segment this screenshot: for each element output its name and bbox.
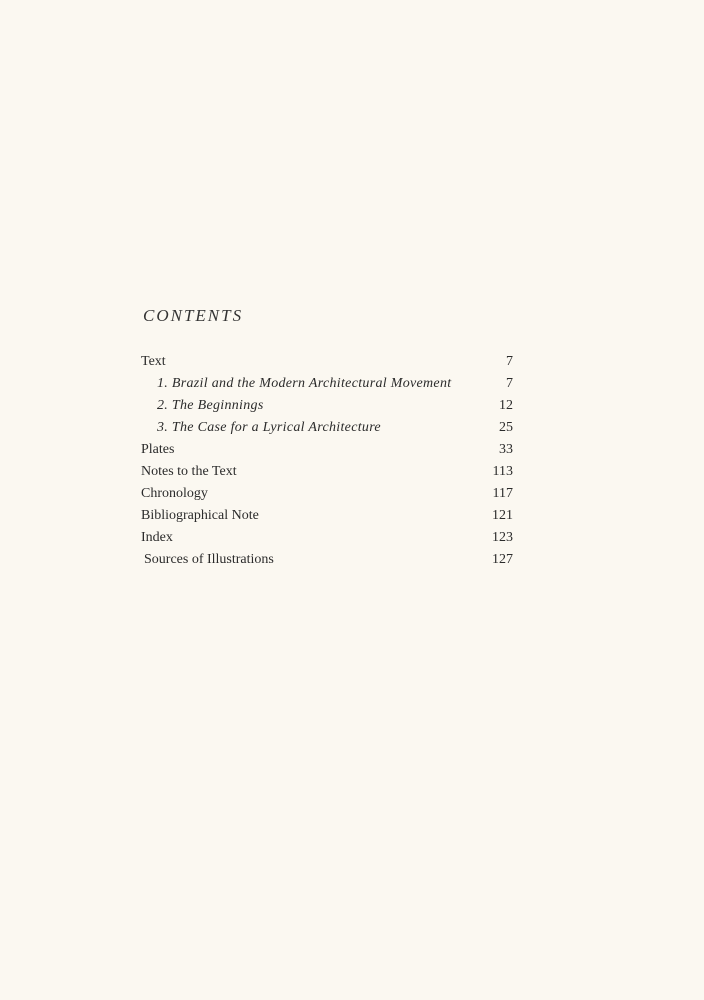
toc-entry-chapter-3 [141, 417, 513, 439]
toc-page: 25 [499, 420, 513, 435]
toc-page: 7 [506, 354, 513, 369]
toc-entry-plates [141, 439, 513, 461]
toc-entry-text [141, 351, 513, 373]
contents-heading: CONTENTS [143, 306, 244, 325]
toc-page: 127 [492, 552, 513, 567]
toc-label: Text [141, 354, 166, 369]
toc-page: 113 [492, 464, 513, 479]
toc-entry-notes [141, 461, 513, 483]
toc-page: 12 [499, 398, 513, 413]
toc-entry-chapter-2 [141, 395, 513, 417]
toc-entry-chapter-1 [141, 373, 513, 395]
toc-label: Plates [141, 442, 175, 457]
toc-label: Chronology [141, 486, 208, 501]
toc-entry-bibliography [141, 505, 513, 527]
toc-page: 33 [499, 442, 513, 457]
toc-label: 3. The Case for a Lyrical Architecture [157, 420, 381, 435]
toc-page: 7 [506, 376, 513, 391]
toc-page: 121 [492, 508, 513, 523]
toc-label: 2. The Beginnings [157, 398, 264, 413]
toc-entry-sources [141, 549, 513, 571]
toc-page: 123 [492, 530, 513, 545]
toc-label: Sources of Illustrations [144, 552, 274, 567]
toc-label: Notes to the Text [141, 464, 237, 479]
table-of-contents [141, 351, 513, 571]
toc-label: 1. Brazil and the Modern Architectural Movement [157, 376, 452, 391]
toc-entry-chronology [141, 483, 513, 505]
toc-label: Index [141, 530, 173, 545]
toc-label: Bibliographical Note [141, 508, 259, 523]
toc-entry-index [141, 527, 513, 549]
toc-page: 117 [492, 486, 513, 501]
